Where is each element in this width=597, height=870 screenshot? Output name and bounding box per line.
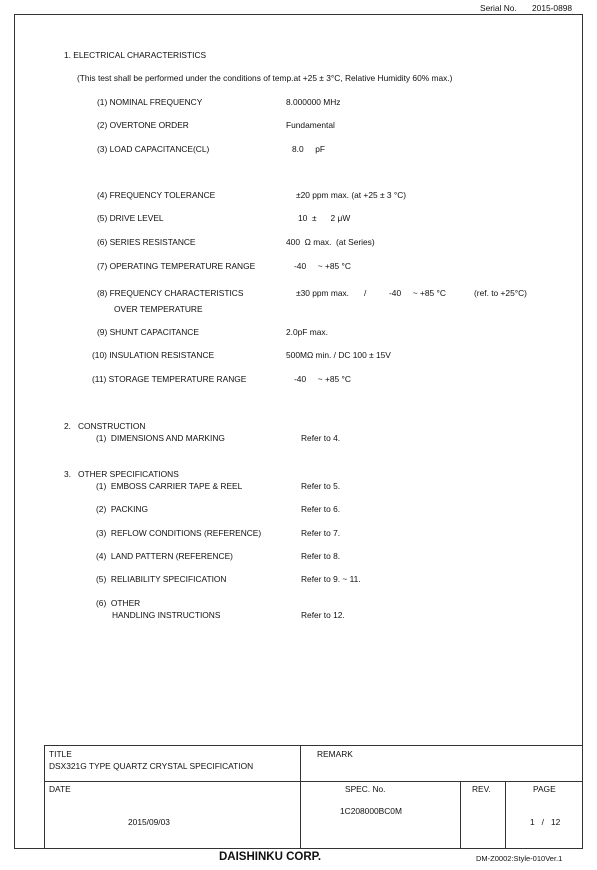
spec-value: ±30 ppm max.	[296, 288, 350, 298]
section-1-heading: 1. ELECTRICAL CHARACTERISTICS	[64, 50, 207, 60]
footer-table-row-divider	[44, 781, 583, 782]
spec-label: (3) REFLOW CONDITIONS (REFERENCE)	[96, 528, 262, 538]
spec-label: (4) LAND PATTERN (REFERENCE)	[96, 551, 233, 561]
spec-value: 8.0 pF	[292, 144, 326, 154]
revision-label: REV.	[472, 784, 491, 794]
remark-label: REMARK	[317, 749, 353, 759]
date-value: 2015/09/03	[128, 817, 170, 827]
spec-label: (9) SHUNT CAPACITANCE	[97, 327, 199, 337]
spec-value: Refer to 6.	[301, 504, 341, 514]
section-2-heading: 2. CONSTRUCTION	[64, 421, 146, 431]
footer-table-divider	[460, 781, 461, 849]
spec-value: Refer to 9. ~ 11.	[301, 574, 361, 584]
spec-label: (1) EMBOSS CARRIER TAPE & REEL	[96, 481, 243, 491]
spec-value: Refer to 8.	[301, 551, 341, 561]
footer-table-left-border	[44, 745, 45, 849]
spec-value: ±20 ppm max. (at +25 ± 3 °C)	[296, 190, 407, 200]
spec-value: Fundamental	[286, 120, 335, 130]
serial-number-value: 2015-0898	[532, 3, 573, 13]
footer-table-divider	[505, 781, 506, 849]
spec-number-value: 1C208000BC0M	[340, 806, 402, 816]
page-number: 1 / 12	[530, 817, 561, 827]
spec-value-reference: (ref. to +25°C)	[474, 288, 527, 298]
spec-value-range: -40 ~ +85 °C	[389, 288, 446, 298]
title-label: TITLE	[49, 749, 72, 759]
spec-label: (5) DRIVE LEVEL	[97, 213, 164, 223]
spec-value: Refer to 4.	[301, 433, 341, 443]
spec-label: (4) FREQUENCY TOLERANCE	[97, 190, 216, 200]
document-title: DSX321G TYPE QUARTZ CRYSTAL SPECIFICATION	[49, 761, 254, 771]
spec-label: (2) OVERTONE ORDER	[97, 120, 189, 130]
spec-label: (3) LOAD CAPACITANCE(CL)	[97, 144, 210, 154]
spec-number-label: SPEC. No.	[345, 784, 386, 794]
spec-label: (6) OTHER	[96, 598, 141, 608]
spec-value: Refer to 7.	[301, 528, 341, 538]
spec-value: 500MΩ min. / DC 100 ± 15V	[286, 350, 391, 360]
spec-value: -40 ~ +85 °C	[294, 261, 351, 271]
footer-table-top-border	[44, 745, 583, 746]
spec-value: Refer to 12.	[301, 610, 345, 620]
footer-table-divider	[300, 745, 301, 849]
spec-label: (1) DIMENSIONS AND MARKING	[96, 433, 225, 443]
spec-label: (1) NOMINAL FREQUENCY	[97, 97, 203, 107]
date-label: DATE	[49, 784, 71, 794]
spec-label: (11) STORAGE TEMPERATURE RANGE	[92, 374, 247, 384]
page-label: PAGE	[533, 784, 556, 794]
spec-value: 8.000000 MHz	[286, 97, 341, 107]
spec-label: (8) FREQUENCY CHARACTERISTICS	[97, 288, 244, 298]
section-1-note: (This test shall be performed under the conditions of temp.at +25 ± 3°C, Relative Humidity 60% max.)	[77, 73, 453, 83]
spec-value: -40 ~ +85 °C	[294, 374, 351, 384]
serial-number-label: Serial No.	[480, 3, 517, 13]
spec-label: (10) INSULATION RESISTANCE	[92, 350, 215, 360]
spec-label: (2) PACKING	[96, 504, 148, 514]
spec-value: 400 Ω max. (at Series)	[286, 237, 375, 247]
company-name: DAISHINKU CORP.	[219, 851, 322, 863]
spec-label-continued: OVER TEMPERATURE	[114, 304, 203, 314]
spec-label-continued: HANDLING INSTRUCTIONS	[112, 610, 221, 620]
spec-value-separator: /	[364, 288, 367, 298]
spec-label: (5) RELIABILITY SPECIFICATION	[96, 574, 227, 584]
document-frame	[14, 14, 583, 849]
spec-value: 10 ± 2 μW	[298, 213, 351, 223]
spec-value: Refer to 5.	[301, 481, 341, 491]
spec-label: (6) SERIES RESISTANCE	[97, 237, 196, 247]
spec-label: (7) OPERATING TEMPERATURE RANGE	[97, 261, 256, 271]
section-3-heading: 3. OTHER SPECIFICATIONS	[64, 469, 179, 479]
spec-value: 2.0pF max.	[286, 327, 328, 337]
form-code: DM-Z0002:Style-010Ver.1	[476, 854, 563, 863]
